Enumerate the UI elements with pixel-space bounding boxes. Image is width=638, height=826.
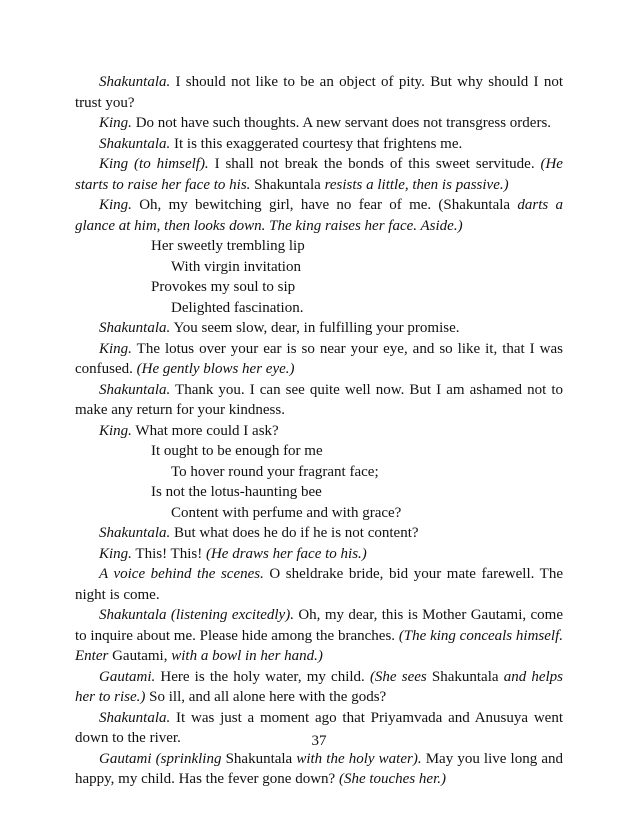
italic-text-segment: and helps her to rise.)	[75, 668, 563, 705]
text-segment: Shakuntala	[426, 668, 504, 685]
dialogue-paragraph	[75, 318, 563, 339]
text-segment: Gautami,	[108, 648, 172, 664]
text-segment: May you live long and happy, my child. Has the fever gone down?	[75, 750, 563, 787]
text-segment: This! This!	[131, 545, 206, 562]
text-segment: O sheldrake bride, bid your mate farewell. The night is come.	[75, 566, 563, 603]
italic-text-segment: Shakuntala.	[99, 135, 171, 152]
dialogue-paragraph	[75, 749, 563, 790]
italic-text-segment: Shakuntala.	[99, 525, 171, 541]
italic-text-segment: (She sees	[369, 668, 427, 685]
dialogue-paragraph	[75, 154, 563, 195]
italic-text-segment: Shakuntala.	[99, 381, 171, 398]
italic-text-segment: King.	[99, 197, 132, 213]
verse-line: Content with perfume and with grace?	[171, 504, 402, 521]
italic-text-segment: (The king conceals himself. Enter	[75, 627, 563, 664]
verse-line: To hover round your fragrant face;	[171, 463, 379, 480]
text-segment: Shakuntala	[221, 750, 297, 767]
dialogue-paragraph	[75, 113, 563, 134]
text-segment: Oh, my bewitching girl, have no fear of me. (Shakuntala	[131, 197, 518, 213]
verse-line: Provokes my soul to sip	[151, 279, 296, 295]
italic-text-segment: darts a glance at him, then looks down. The king raises her face. Aside.)	[75, 197, 563, 234]
play-text-body	[75, 72, 563, 790]
italic-text-segment: (He gently blows her eye.)	[136, 361, 295, 377]
italic-text-segment: Shakuntala.	[99, 709, 171, 726]
italic-text-segment: King.	[99, 422, 132, 439]
italic-text-segment: Shakuntala.	[99, 74, 171, 90]
italic-text-segment: with a bowl in her hand.)	[171, 648, 323, 664]
dialogue-paragraph	[75, 72, 563, 113]
dialogue-paragraph	[75, 667, 563, 708]
italic-text-segment: King.	[99, 340, 132, 357]
italic-text-segment: Shakuntala (listening excitedly).	[99, 607, 294, 623]
text-segment: The lotus over your ear is so near your eye, and so like it, that I was confused.	[75, 340, 563, 377]
verse-line: Delighted fascination.	[171, 299, 304, 316]
dialogue-paragraph	[75, 564, 563, 605]
dialogue-paragraph	[75, 544, 563, 565]
italic-text-segment: with the holy water).	[296, 750, 422, 767]
italic-text-segment: King (to himself).	[99, 156, 209, 172]
dialogue-paragraph	[75, 195, 563, 236]
italic-text-segment: (She touches her.)	[338, 771, 447, 787]
dialogue-paragraph	[75, 380, 563, 421]
dialogue-paragraph	[75, 421, 563, 442]
italic-text-segment: A voice behind the scenes.	[99, 566, 264, 582]
text-segment: Thank you. I can see quite well now. But I am ashamed not to make any return for your kindness.	[75, 381, 563, 418]
text-segment: I should not like to be an object of pity. But why should I not trust you?	[75, 74, 563, 111]
dialogue-paragraph	[75, 339, 563, 380]
dialogue-paragraph	[75, 605, 563, 667]
text-segment: Oh, my dear, this is Mother Gautami, come to inquire about me. Please hide among the branches.	[75, 607, 563, 644]
verse-line: With virgin invitation	[171, 258, 301, 275]
verse-line: It ought to be enough for me	[151, 443, 323, 459]
italic-text-segment: King.	[99, 115, 132, 131]
verse-stanza	[75, 236, 563, 318]
italic-text-segment: Shakuntala.	[99, 320, 171, 336]
text-segment: It is this exaggerated courtesy that frightens me.	[170, 135, 463, 152]
text-segment: I shall not break the bonds of this sweet servitude.	[208, 156, 541, 172]
text-segment: Do not have such thoughts. A new servant does not transgress orders.	[131, 115, 552, 131]
text-segment: What more could I ask?	[131, 422, 279, 439]
text-segment: It was just a moment ago that Priyamvada and Anusuya went down to the river.	[75, 709, 563, 746]
italic-text-segment: Gautami (sprinkling	[99, 750, 222, 767]
verse-stanza	[75, 441, 563, 523]
text-segment: Here is the holy water, my child.	[155, 668, 370, 685]
italic-text-segment: (He starts to raise her face to his.	[75, 156, 563, 193]
italic-text-segment: (He draws her face to his.)	[205, 545, 367, 562]
verse-line: Is not the lotus-haunting bee	[151, 484, 322, 500]
text-segment: Shakuntala	[250, 176, 325, 193]
dialogue-paragraph	[75, 134, 563, 155]
text-segment: But what does he do if he is not content?	[170, 525, 419, 541]
dialogue-paragraph	[75, 523, 563, 544]
italic-text-segment: Gautami.	[99, 668, 156, 685]
text-segment: So ill, and all alone here with the gods?	[145, 689, 387, 705]
page-number: 37	[311, 733, 327, 749]
italic-text-segment: resists a little, then is passive.)	[324, 176, 509, 193]
text-segment: You seem slow, dear, in fulfilling your promise.	[170, 320, 460, 336]
verse-line: Her sweetly trembling lip	[151, 238, 305, 254]
italic-text-segment: King.	[99, 545, 132, 562]
